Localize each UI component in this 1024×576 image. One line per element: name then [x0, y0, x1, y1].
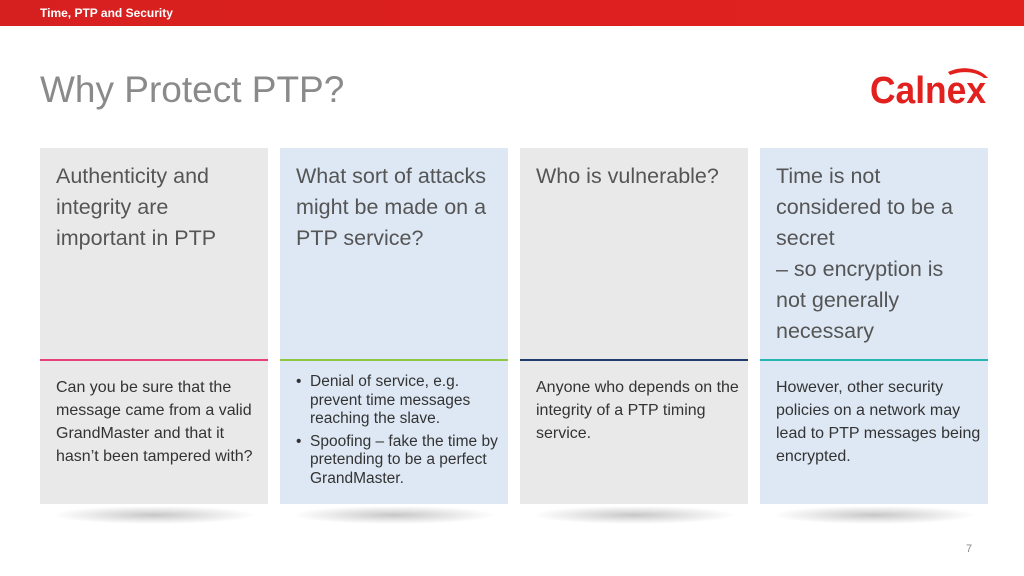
card-shadow — [294, 506, 494, 524]
logo-text: Calnex — [870, 70, 986, 108]
card-authenticity — [40, 148, 268, 504]
calnex-logo — [870, 66, 988, 108]
card-attacks — [280, 148, 508, 504]
bullet-icon: • — [296, 373, 302, 390]
list-item — [296, 373, 502, 429]
card-accent-rule — [760, 359, 988, 361]
card-shadow — [534, 506, 734, 524]
attack-list — [296, 373, 502, 492]
list-item — [296, 433, 502, 489]
card-vulnerable — [520, 148, 748, 504]
card-body: Can you be sure that the message came from a valid GrandMaster and that it hasn’t been tampered with? — [56, 379, 253, 465]
bullet-icon: • — [296, 432, 302, 450]
card-accent-rule — [520, 359, 748, 361]
list-item-text: Spoofing – fake the time by pretending to be a perfect GrandMaster. — [310, 432, 498, 487]
section-label: Time, PTP and Security — [40, 6, 173, 20]
card-shadow — [774, 506, 974, 524]
card-heading: What sort of attacks might be made on a PTP service? — [296, 164, 487, 250]
list-item-text: Denial of service, e.g. prevent time messages reaching the slave. — [310, 373, 471, 427]
card-accent-rule — [40, 359, 268, 361]
card-heading: Authenticity and integrity are important in PTP — [56, 164, 217, 250]
card-shadow — [54, 506, 254, 524]
card-heading-line2: – so encryption is not generally necessary — [776, 257, 944, 343]
card-heading-group — [776, 161, 978, 347]
page-title: Why Protect PTP? — [40, 69, 345, 110]
card-body: However, other security policies on a network may lead to PTP messages being encrypted. — [776, 379, 981, 465]
top-bar — [0, 0, 1024, 26]
card-encryption — [760, 148, 988, 504]
page-number: 7 — [966, 543, 973, 555]
card-heading: Time is not considered to be a secret — [776, 164, 953, 250]
card-body: Anyone who depends on the integrity of a PTP timing service. — [536, 379, 739, 442]
card-heading: Who is vulnerable? — [536, 164, 719, 188]
card-accent-rule — [280, 359, 508, 361]
